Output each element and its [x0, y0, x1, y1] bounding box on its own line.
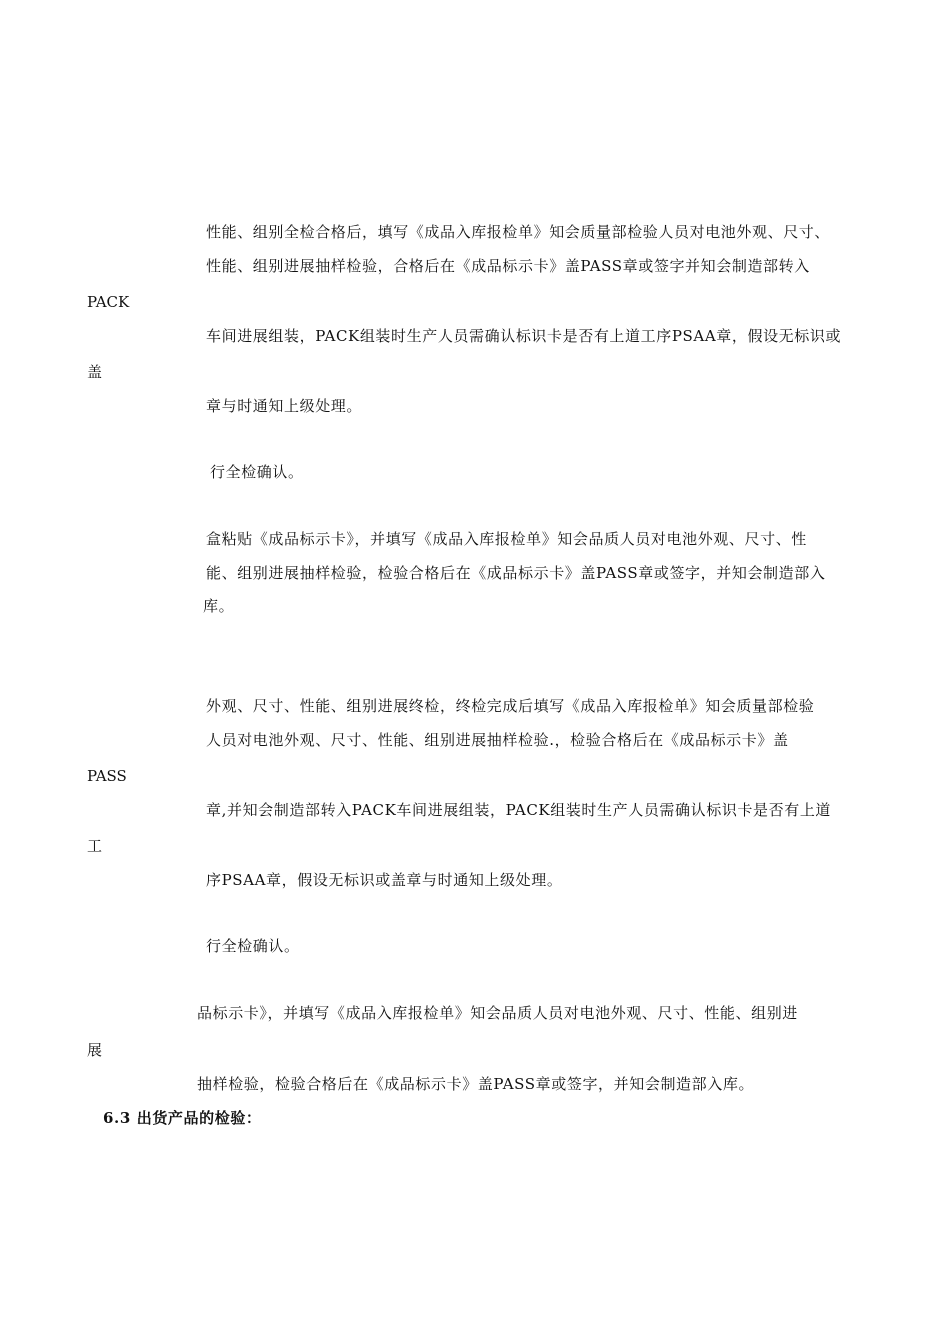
- p4-margin-note-1: 展: [87, 1041, 103, 1059]
- p4-line-1: 品标示卡》，并填写《成品入库报检单》知会品质人员对电池外观、尺寸、性能、组别进: [197, 1004, 798, 1022]
- p3-margin-note-1: PASS: [87, 767, 127, 785]
- p3-line-3: 章,并知会制造部转入PACK车间进展组装，PACK组装时生产人员需确认标识卡是否有上道: [206, 801, 832, 819]
- p3-line-2: 人员对电池外观、尺寸、性能、组别进展抽样检验.，检验合格后在《成品标示卡》盖: [206, 731, 789, 749]
- p2-line-3: 库。: [203, 597, 235, 615]
- full-check-line-1: 行全检确认。: [210, 463, 304, 481]
- p1-line-3: 车间进展组装，PACK组装时生产人员需确认标识卡是否有上道工序PSAA章，假设无标识或: [206, 327, 842, 345]
- p1-margin-note-2: 盖: [87, 363, 103, 381]
- p1-line-1: 性能、组别全检合格后，填写《成品入库报检单》知会质量部检验人员对电池外观、尺寸、: [206, 223, 831, 241]
- p2-line-1: 盒粘贴《成品标示卡》，并填写《成品入库报检单》知会品质人员对电池外观、尺寸、性: [206, 530, 807, 548]
- p1-line-2: 性能、组别进展抽样检验，合格后在《成品标示卡》盖PASS章或签字并知会制造部转入: [206, 257, 810, 275]
- p3-line-1: 外观、尺寸、性能、组别进展终检，终检完成后填写《成品入库报检单》知会质量部检验: [206, 697, 815, 715]
- p1-margin-note-1: PACK: [87, 293, 130, 311]
- section-heading: 6.3 出货产品的检验：: [103, 1109, 262, 1127]
- p3-margin-note-2: 工: [87, 837, 103, 855]
- p4-line-2: 抽样检验，检验合格后在《成品标示卡》盖PASS章或签字，并知会制造部入库。: [197, 1075, 755, 1093]
- p3-line-4: 序PSAA章，假设无标识或盖章与时通知上级处理。: [206, 871, 563, 889]
- p1-line-4: 章与时通知上级处理。: [206, 397, 363, 415]
- p2-line-2: 能、组别进展抽样检验，检验合格后在《成品标示卡》盖PASS章或签字，并知会制造部入: [206, 564, 826, 582]
- full-check-line-2: 行全检确认。: [206, 937, 300, 955]
